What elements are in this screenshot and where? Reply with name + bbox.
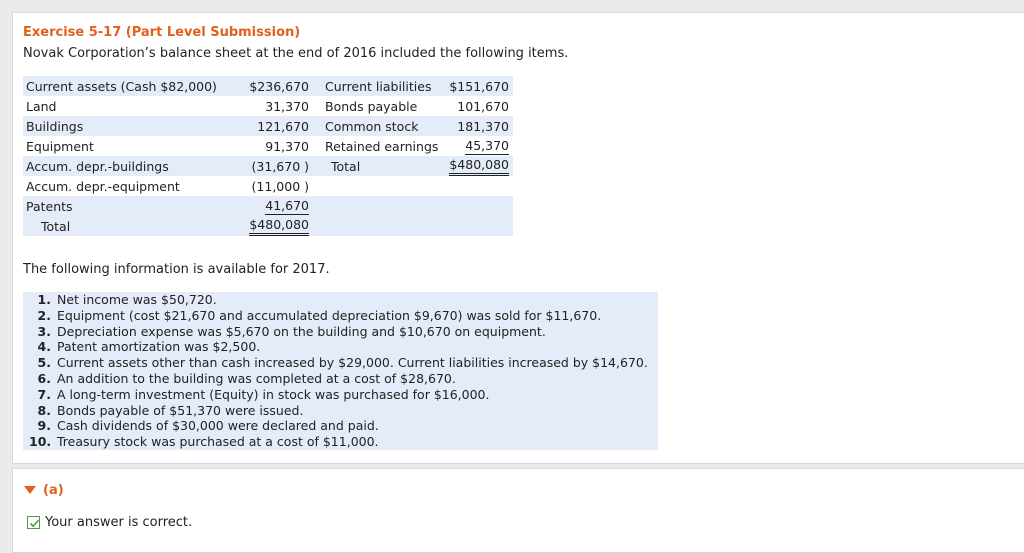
caret-down-icon (24, 486, 36, 494)
list-item-number: 5. (37, 355, 51, 371)
list-item-text: Bonds payable of $51,370 were issued. (57, 402, 304, 418)
answer-status (27, 515, 192, 530)
table-row (23, 156, 513, 176)
part-a-panel (12, 468, 1024, 553)
part-a-toggle[interactable] (24, 483, 64, 498)
table-row (23, 216, 513, 236)
bs-left-label: Accum. depr.-equipment (26, 178, 180, 194)
list-item (23, 339, 658, 355)
list-item (23, 403, 658, 419)
bs-left-value: 41,670 (265, 197, 309, 213)
bs-left-label: Patents (23, 196, 243, 216)
list-item-number: 7. (37, 386, 51, 402)
info-list (23, 292, 658, 450)
table-row (23, 136, 513, 156)
bs-left-total-value: $480,080 (249, 217, 309, 236)
bs-right-value: 45,370 (465, 137, 509, 153)
list-item (23, 292, 658, 308)
list-item (23, 434, 658, 450)
bs-left-value: (31,670 ) (243, 156, 313, 176)
list-item (23, 418, 658, 434)
exercise-panel (12, 12, 1024, 464)
bs-right-value: 101,670 (457, 98, 509, 114)
bs-right-total-value: $480,080 (449, 157, 509, 176)
list-item-number: 2. (37, 307, 51, 323)
table-row (23, 176, 513, 196)
bs-right-label: Retained earnings (325, 138, 439, 154)
bs-right-label: Bonds payable (325, 98, 418, 114)
list-item (23, 308, 658, 324)
bs-right-value: 181,370 (443, 116, 513, 136)
part-a-label: (a) (43, 483, 64, 498)
bs-left-value: 31,370 (265, 98, 309, 114)
answer-status-text: Your answer is correct. (45, 515, 193, 530)
bs-left-value: $236,670 (243, 76, 313, 96)
bs-left-label: Accum. depr.-buildings (23, 156, 243, 176)
exercise-title: Exercise 5-17 (Part Level Submission) (23, 25, 301, 40)
table-row (23, 96, 513, 116)
list-item-number: 3. (37, 323, 51, 339)
list-item-text: Treasury stock was purchased at a cost of $11,000. (57, 434, 379, 450)
list-item-text: Current assets other than cash increased by $29,000. Current liabilities increased by $14,670. (57, 355, 648, 371)
list-item-text: Equipment (cost $21,670 and accumulated depreciation $9,670) was sold for $11,670. (57, 307, 602, 323)
list-item-text: Cash dividends of $30,000 were declared and paid. (57, 418, 379, 434)
bs-left-label: Land (26, 98, 57, 114)
bs-left-label: Equipment (26, 138, 94, 154)
bs-left-value: (11,000 ) (251, 178, 309, 194)
exercise-intro: Novak Corporation’s balance sheet at the end of 2016 included the following items. (23, 46, 569, 61)
list-item-text: Net income was $50,720. (57, 292, 217, 307)
info-title: The following information is available for 2017. (23, 262, 330, 277)
list-item-number: 8. (37, 402, 51, 418)
bs-left-label: Current assets (Cash $82,000) (23, 76, 243, 96)
bs-right-label: Current liabilities (313, 76, 443, 96)
list-item-number: 9. (37, 418, 51, 434)
list-item-text: An addition to the building was completed at a cost of $28,670. (57, 370, 456, 386)
list-item (23, 387, 658, 403)
bs-left-total-label: Total (23, 216, 243, 236)
bs-left-value: 121,670 (243, 116, 313, 136)
list-item-text: A long-term investment (Equity) in stock was purchased for $16,000. (57, 386, 490, 402)
list-item (23, 371, 658, 387)
list-item (23, 324, 658, 340)
list-item (23, 355, 658, 371)
table-row (23, 196, 513, 216)
bs-right-label: Common stock (313, 116, 443, 136)
list-item-number: 1. (37, 292, 51, 307)
list-item-text: Depreciation expense was $5,670 on the building and $10,670 on equipment. (57, 323, 546, 339)
bs-right-value: $151,670 (443, 76, 513, 96)
bs-right-total-label: Total (313, 156, 443, 176)
list-item-text: Patent amortization was $2,500. (57, 339, 261, 355)
list-item-number: 6. (37, 370, 51, 386)
table-row (23, 76, 513, 96)
table-row (23, 116, 513, 136)
bs-left-label: Buildings (23, 116, 243, 136)
balance-sheet-table (23, 76, 513, 236)
checkmark-icon (27, 516, 40, 529)
bs-left-value: 91,370 (265, 138, 309, 154)
list-item-number: 10. (29, 434, 52, 450)
list-item-number: 4. (37, 339, 51, 355)
